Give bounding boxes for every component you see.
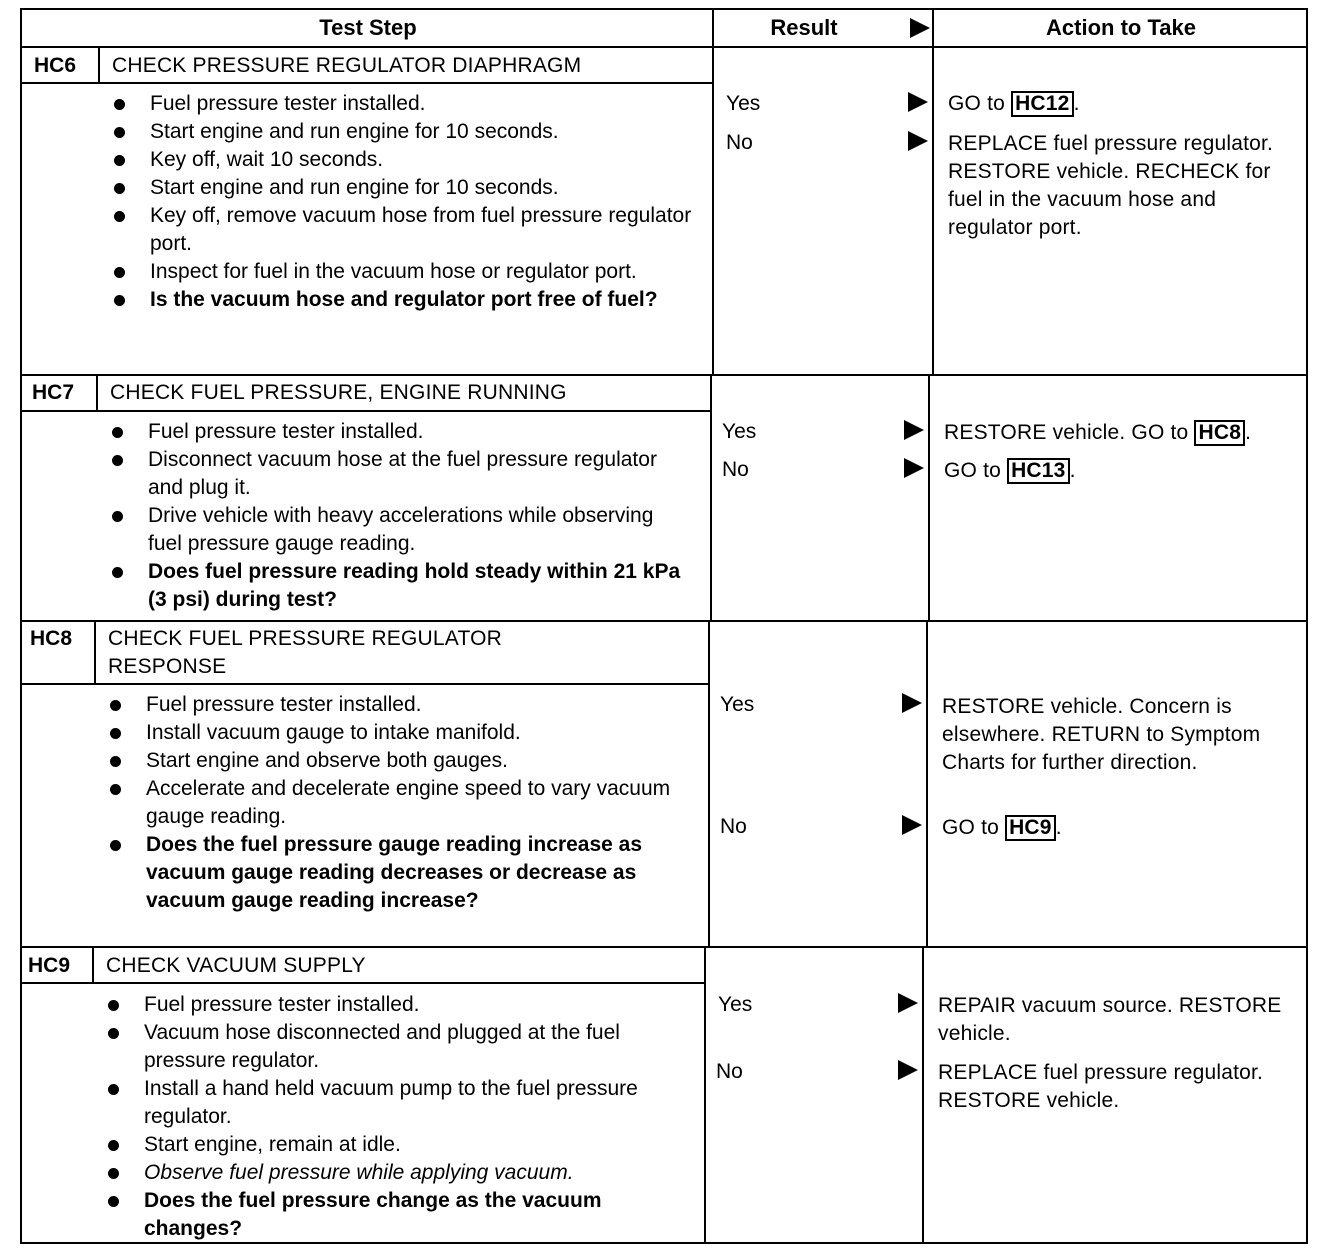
hc6-title-underline [22, 82, 712, 84]
hc8-id-divider [94, 620, 96, 683]
hc9-id-divider [92, 946, 94, 982]
hc8-no: No [720, 815, 747, 838]
hc8-yes-arrow-icon [902, 693, 922, 713]
list-item: Accelerate and decelerate engine speed to vary vacuum gauge reading. [108, 775, 688, 831]
hc6-bottom-rule [22, 374, 1306, 376]
hc6-yes-ref[interactable]: HC12 [1011, 91, 1074, 117]
hc9-title: CHECK VACUUM SUPPLY [106, 954, 366, 977]
hc6-title: CHECK PRESSURE REGULATOR DIAPHRAGM [112, 54, 582, 77]
hc6-col-divider-2 [932, 46, 934, 374]
hc9-title-underline [22, 982, 704, 984]
hc6-yes-action-text: GO to [948, 92, 1012, 115]
list-item: Start engine and run engine for 10 seconds. [112, 118, 692, 146]
hc9-no: No [716, 1060, 743, 1083]
hc9-col-divider-2 [922, 946, 924, 1242]
list-item: Start engine and observe both gauges. [108, 747, 688, 775]
hc8-no-action-tail: . [1055, 816, 1062, 839]
hc7-no-action-tail: . [1069, 459, 1076, 482]
list-item: Does fuel pressure reading hold steady within 21 kPa (3 psi) during test? [110, 558, 690, 614]
list-item: Does the fuel pressure change as the vacuum changes? [106, 1187, 686, 1243]
hc9-id: HC9 [28, 954, 71, 977]
hc6-id: HC6 [34, 54, 77, 77]
header-result [714, 10, 934, 46]
hc7-title: CHECK FUEL PRESSURE, ENGINE RUNNING [110, 381, 567, 404]
test-table [20, 8, 1308, 1244]
hc9-no-action: REPLACE fuel pressure regulator. RESTORE vehicle. [938, 1061, 1264, 1112]
hc7-yes-ref[interactable]: HC8 [1194, 420, 1245, 446]
hc6-yes-arrow-icon [908, 92, 928, 112]
hc7-yes-action-text: RESTORE vehicle. GO to [944, 421, 1195, 444]
list-item: Does the fuel pressure gauge reading increase as vacuum gauge reading decreases or decrease as vacuum gauge reading increase? [108, 831, 688, 915]
hc6-no-action: REPLACE fuel pressure regulator. RESTORE vehicle. RECHECK for fuel in the vacuum hose and regulator port. [948, 132, 1274, 239]
hc7-id-divider [96, 374, 98, 410]
hc8-bullets [108, 691, 688, 915]
list-item: Fuel pressure tester installed. [110, 418, 690, 446]
header-test-step: Test Step [319, 15, 417, 40]
list-item: Disconnect vacuum hose at the fuel pressure regulator and plug it. [110, 446, 690, 502]
hc7-title-underline [22, 410, 710, 412]
hc7-yes-arrow-icon [904, 420, 924, 440]
hc8-col-divider-1 [708, 620, 710, 946]
hc8-bottom-rule [22, 946, 1306, 948]
hc7-yes-action [944, 419, 1306, 447]
list-item: Observe fuel pressure while applying vacuum. [106, 1159, 686, 1187]
list-item: Fuel pressure tester installed. [106, 991, 686, 1019]
hc8-no-arrow-icon [902, 815, 922, 835]
hc9-yes-arrow-icon [898, 993, 918, 1013]
list-item: Start engine, remain at idle. [106, 1131, 686, 1159]
list-item: Fuel pressure tester installed. [108, 691, 688, 719]
header-result-label: Result [770, 15, 838, 40]
hc9-bullets [106, 991, 686, 1243]
hc6-yes: Yes [726, 92, 761, 115]
hc8-no-ref[interactable]: HC9 [1005, 815, 1056, 841]
hc7-no-ref[interactable]: HC13 [1007, 458, 1070, 484]
hc7-no-action-text: GO to [944, 459, 1008, 482]
hc8-col-divider-2 [926, 620, 928, 946]
list-item: Key off, remove vacuum hose from fuel pressure regulator port. [112, 202, 692, 258]
list-item: Vacuum hose disconnected and plugged at the fuel pressure regulator. [106, 1019, 686, 1075]
hc8-yes-action: RESTORE vehicle. Concern is elsewhere. RETURN to Symptom Charts for further direction. [942, 695, 1261, 774]
hc9-yes-action: REPAIR vacuum source. RESTORE vehicle. [938, 994, 1282, 1045]
hc8-no-action [942, 814, 1304, 842]
hc7-no-action [944, 457, 1306, 485]
hc7-no-arrow-icon [904, 458, 924, 478]
hc7-yes-action-tail: . [1245, 421, 1252, 444]
hc6-col-divider-1 [712, 46, 714, 374]
hc8-title-underline [22, 683, 708, 685]
list-item: Inspect for fuel in the vacuum hose or regulator port. [112, 258, 692, 286]
list-item: Fuel pressure tester installed. [112, 90, 692, 118]
hc8-id: HC8 [30, 627, 73, 650]
hc7-yes: Yes [722, 420, 757, 443]
list-item: Start engine and run engine for 10 seconds. [112, 174, 692, 202]
hc8-no-action-text: GO to [942, 816, 1006, 839]
hc6-id-divider [98, 46, 100, 82]
list-item: Key off, wait 10 seconds. [112, 146, 692, 174]
hc9-no-arrow-icon [898, 1060, 918, 1080]
hc8-yes: Yes [720, 693, 755, 716]
header-divider-2 [932, 10, 934, 46]
hc7-bullets [110, 418, 690, 614]
list-item: Drive vehicle with heavy accelerations while observing fuel pressure gauge reading. [110, 502, 690, 558]
hc7-col-divider-2 [928, 374, 930, 620]
hc7-bottom-rule [22, 620, 1306, 622]
header-divider-1 [712, 10, 714, 46]
list-item: Is the vacuum hose and regulator port free of fuel? [112, 286, 692, 314]
hc8-title: CHECK FUEL PRESSURE REGULATOR RESPONSE [108, 627, 502, 678]
hc6-yes-action-tail: . [1073, 92, 1080, 115]
hc6-no-arrow-icon [908, 131, 928, 151]
hc6-yes-action [948, 90, 1298, 118]
header-arrow-icon [910, 18, 930, 38]
hc9-yes: Yes [718, 993, 753, 1016]
list-item: Install vacuum gauge to intake manifold. [108, 719, 688, 747]
hc7-col-divider-1 [710, 374, 712, 620]
hc6-bullets [112, 90, 692, 314]
list-item: Install a hand held vacuum pump to the fuel pressure regulator. [106, 1075, 686, 1131]
header-action: Action to Take [1046, 15, 1196, 40]
hc6-no: No [726, 131, 753, 154]
hc7-id: HC7 [32, 381, 75, 404]
hc9-col-divider-1 [704, 946, 706, 1242]
hc7-no: No [722, 458, 749, 481]
